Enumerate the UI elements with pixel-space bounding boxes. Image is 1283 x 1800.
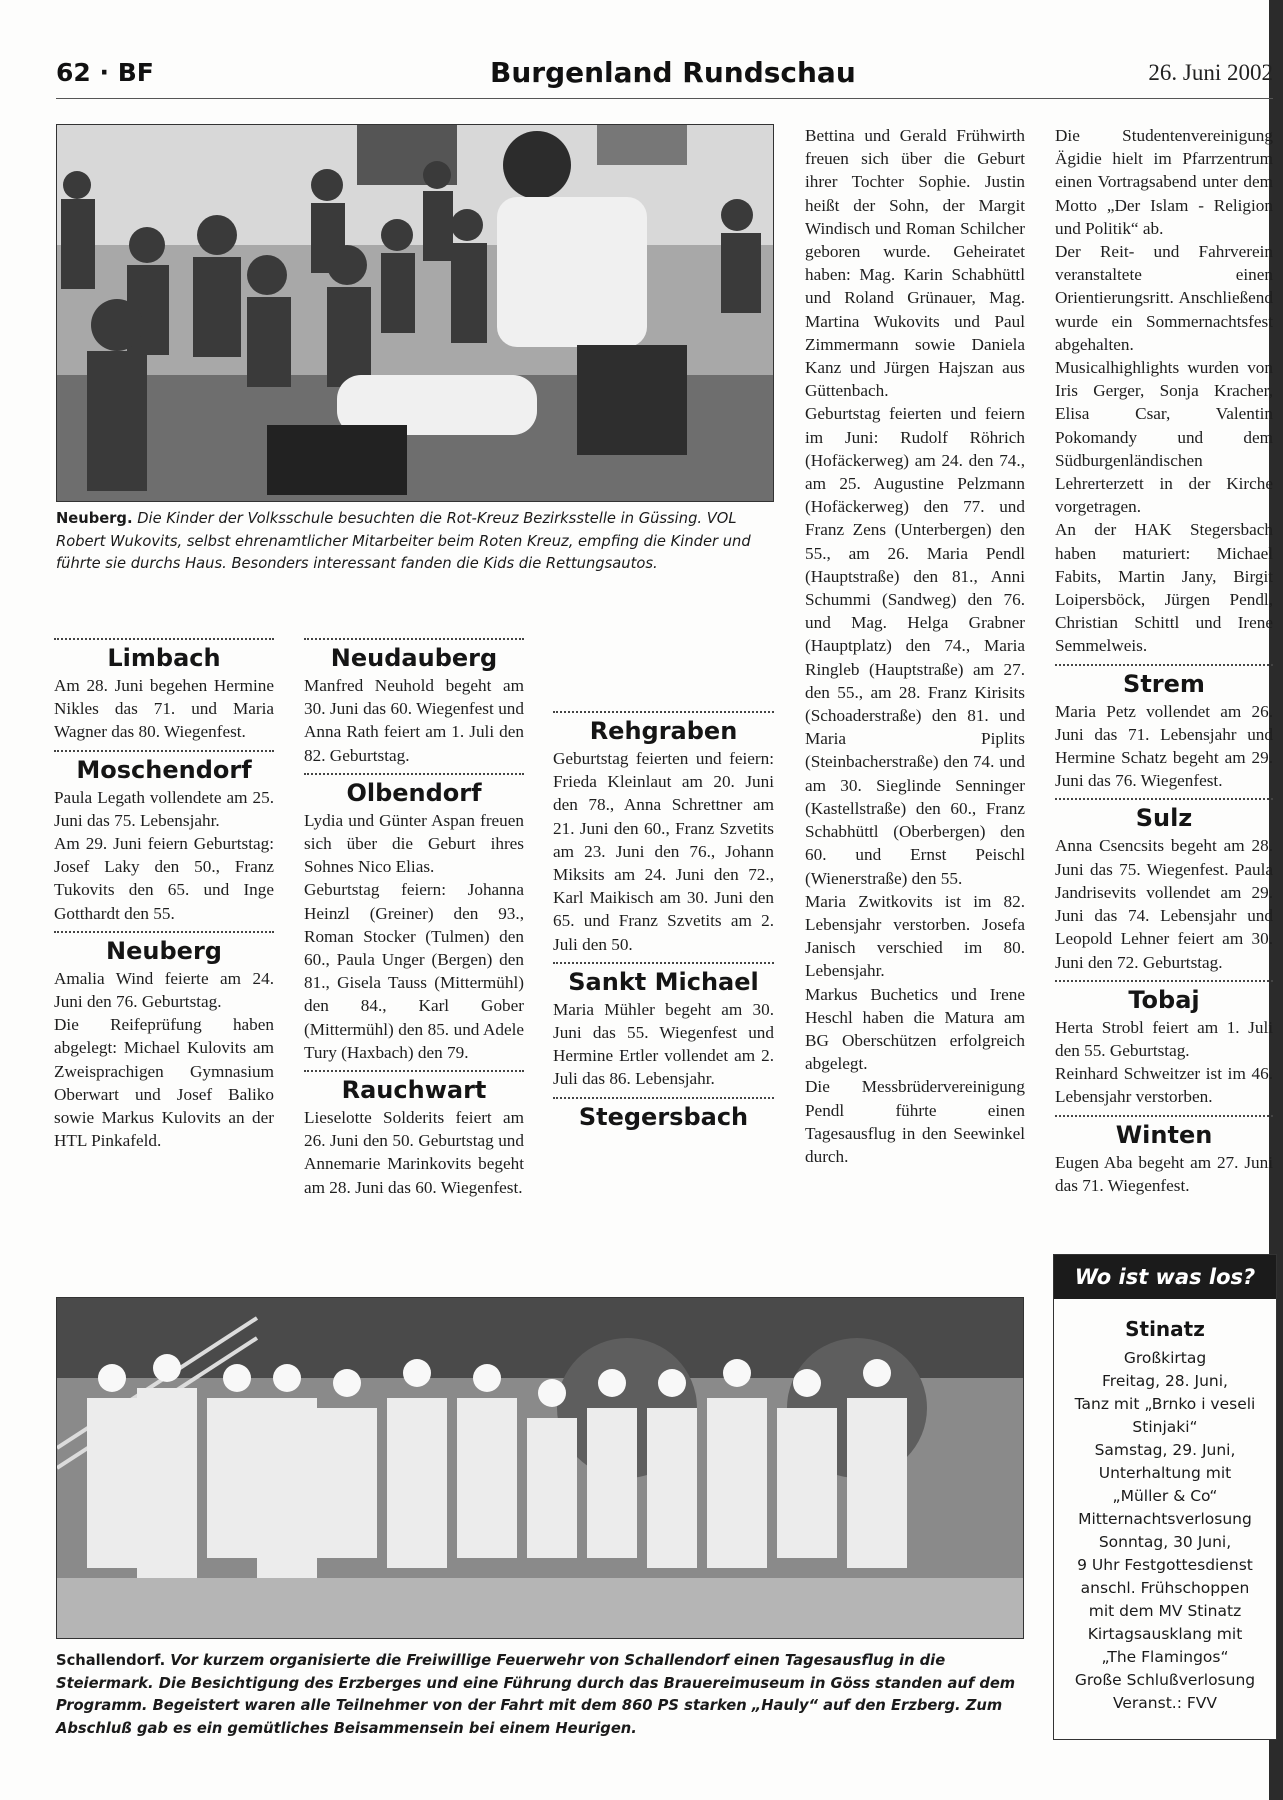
article-text: Manfred Neuhold begeht am 30. Juni das 60. Wiegenfest und Anna Rath feiert am 1. Juli den 82. Geburtstag. bbox=[304, 676, 524, 765]
divider bbox=[304, 1070, 524, 1072]
article-text: Lieselotte Solderits feiert am 26. Juni den 50. Geburtstag und Annemarie Marinkovits begeht am 28. Juni das 60. Wiegenfest. bbox=[304, 1108, 524, 1197]
article-text: Amalia Wind feierte am 24. Juni den 76. Geburtstag. bbox=[54, 968, 274, 1012]
column-1 bbox=[54, 632, 274, 1152]
article-text: Die Reifeprüfung haben abgelegt: Michael Kulovits am Zweisprachigen Gymnasium Oberwart und Josef Baliko sowie Markus Kulovits an der HTL Pinkafeld. bbox=[54, 1015, 274, 1151]
issue-date: 26. Juni 2002 bbox=[1148, 60, 1273, 85]
column-2 bbox=[304, 632, 524, 1199]
caption-text: Die Kinder der Volksschule besuchten die Rot-Kreuz Bezirksstelle in Güssing. VOL Robert Wukovits, selbst ehrenamtlicher Mitarbeiter beim Roten Kreuz, empfing die Kinder und führte sie durchs Haus. Besonders interessant fanden die Kids die Rettungsautos. bbox=[56, 510, 751, 572]
article-title-olbendorf: Olbendorf bbox=[346, 778, 482, 807]
article-text: Musicalhighlights wurden von Iris Gerger, Sonja Kracher, Elisa Csar, Valentin Pokomandy und dem Südburgenländischen Lehrerterzett in der Kirche vorgetragen. bbox=[1055, 358, 1273, 517]
article-title-tobaj: Tobaj bbox=[1128, 985, 1200, 1014]
article-title-sulz: Sulz bbox=[1135, 804, 1193, 833]
article-text: Eugen Aba begeht am 27. Juni das 71. Wiegenfest. bbox=[1055, 1152, 1273, 1195]
divider bbox=[54, 931, 274, 933]
article-text: Paula Legath vollendete am 25. Juni das 75. Lebensjahr. bbox=[54, 787, 274, 830]
divider bbox=[1055, 980, 1273, 982]
article-text: Maria Mühler begeht am 30. Juni das 55. Wiegenfest und Hermine Ertler vollendet am 2. Juli das 86. Lebensjahr. bbox=[553, 999, 774, 1089]
article-title-neuberg: Neuberg bbox=[106, 936, 222, 965]
page-number: 62 · BF bbox=[56, 58, 154, 87]
article-text: Am 28. Juni begehen Hermine Nikles das 71. und Maria Wagner das 80. Wiegenfest. bbox=[54, 676, 274, 742]
photo-red-cross-visit-image bbox=[57, 125, 773, 501]
caption-place: Neuberg. bbox=[56, 510, 133, 527]
article-title-stegersbach: Stegersbach bbox=[578, 1102, 749, 1131]
article-text: Geburtstag feierten und feiern im Juni: Rudolf Röhrich (Hofäckerweg) am 24. den 74., am 25. Augustine Pelzmann (Hofäckerweg) den 77. und Franz Zens (Unterbergen) den 55., am 26. Maria Pendl (Hauptstraße) den 81., Anni Schummi (Sandweg) den 76. und Mag. Helga Grabner (Hauptplatz) den 74., Maria Ringleb (Hauptstraße) am 27. den 55., am 28. Franz Kirisits (Schoaderstraße) den 81. und Maria Piplits (Steinbacherstraße) den 74. und am 30. Sieglinde Senninger (Kastellstraße) den 60., Franz Schabhüttl (Oberbergen) den 60. und Ernst Peischl (Wienerstraße) den 55. bbox=[805, 404, 1025, 888]
article-text: Die Messbrüdervereinigung Pendl führte einen Tagesausflug in den Seewinkel durch. bbox=[805, 1077, 1025, 1166]
article-text: Markus Buchetics und Irene Heschl haben die Matura am BG Oberschützen erfolgreich abgelegt. bbox=[805, 984, 1025, 1074]
events-box bbox=[1053, 1254, 1277, 1740]
article-text: Maria Zwitkovits ist im 82. Lebensjahr verstorben. Josefa Janisch verschied im 80. Lebensjahr. bbox=[805, 891, 1025, 981]
photo-fire-brigade-trip-image bbox=[57, 1298, 1023, 1638]
divider bbox=[553, 962, 774, 964]
article-text: Herta Strobl feiert am 1. Juli den 55. Geburtstag. bbox=[1055, 1017, 1273, 1060]
divider bbox=[304, 638, 524, 640]
photo-red-cross-visit bbox=[56, 124, 774, 502]
article-title-strem: Strem bbox=[1123, 669, 1205, 698]
column-5 bbox=[1055, 124, 1273, 1197]
article-title-rehgraben: Rehgraben bbox=[589, 717, 738, 745]
article-text: Maria Petz vollendet am 26. Juni das 71. Lebensjahr und Hermine Schatz begeht am 29. Juni das 76. Wiegenfest. bbox=[1055, 701, 1273, 791]
publication-title: Burgenland Rundschau bbox=[490, 56, 856, 89]
caption-text: Vor kurzem organisierte die Freiwillige Feuerwehr von Schallendorf einen Tagesausflug in die Steiermark. Die Besichtigung des Erzberges und eine Führung durch das Brauereimuseum in Göss standen auf dem Programm. Begeistert waren alle Teilnehmer von der Fahrt mit dem 860 PS starken „Hauly“ auf den Erzberg. Zum Abschluß gab es ein gemütliches Beisammensein bei einem Heurigen. bbox=[56, 1652, 1016, 1737]
events-details: Großkirtag Freitag, 28. Juni, Tanz mit „Brnko i veseli Stinjaki“ Samstag, 29. Juni, Unterhaltung mit „Müller & Co“ Mitternachtsverlosung Sonntag, 30 Juni, 9 Uhr Festgottesdienst anschl. Frühschoppen mit dem MV Stinatz Kirtagsausklang mit „The Flamingos“ Große Schlußverlosung Veranst.: FVV bbox=[1074, 1349, 1256, 1712]
events-place: Stinatz bbox=[1125, 1317, 1205, 1341]
divider bbox=[1055, 798, 1273, 800]
photo-fire-brigade-caption bbox=[56, 1650, 1026, 1740]
article-title-sankt-michael: Sankt Michael bbox=[568, 967, 759, 996]
article-title-winten: Winten bbox=[1115, 1120, 1213, 1149]
article-text: Geburtstag feierten und feiern: Frieda Kleinlaut am 20. Juni den 78., Anna Schrettner am 21. Juni den 60., Franz Szvetits am 23. Juni den 76., Johann Miksits am 24. Juni den 72., Karl Maikisch am 30. Juni den 65. und Franz Szvetits am 2. Juli den 50. bbox=[553, 749, 774, 954]
divider bbox=[54, 750, 274, 752]
article-text: Reinhard Schweitzer ist im 46. Lebensjahr verstorben. bbox=[1055, 1064, 1273, 1107]
article-text: Am 29. Juni feiern Geburtstag: Josef Laky den 50., Franz Tukovits den 65. und Inge Gotthardt den 55. bbox=[54, 834, 274, 923]
divider bbox=[553, 711, 774, 713]
article-text: Die Studentenvereinigung Ägidie hielt im Pfarrzentrum einen Vortragsabend unter dem Motto „Der Islam - Religion und Politik“ ab. bbox=[1055, 126, 1273, 238]
divider bbox=[304, 773, 524, 775]
article-text: An der HAK Stegersbach haben maturiert: Michael Fabits, Martin Jany, Birgit Loipersböck, Jürgen Pendl, Christian Schittl und Irene Semmelweis. bbox=[1055, 520, 1273, 656]
events-box-title: Wo ist was los? bbox=[1054, 1255, 1276, 1299]
caption-place: Schallendorf. bbox=[56, 1652, 166, 1669]
photo-fire-brigade-trip bbox=[56, 1297, 1024, 1639]
article-title-limbach: Limbach bbox=[107, 644, 221, 672]
article-title-neudauberg: Neudauberg bbox=[330, 644, 498, 672]
column-3 bbox=[553, 705, 774, 1133]
article-text: Geburtstag feiern: Johanna Heinzl (Greiner) den 93., Roman Stocker (Tulmen) den 60., Paula Unger (Bergen) den 81., Gisela Tauss (Mittermühl) den 84., Karl Gober (Mittermühl) den 85. und Adele Tury (Haxbach) den 79. bbox=[304, 880, 524, 1062]
photo-red-cross-caption bbox=[56, 508, 772, 576]
page-header bbox=[56, 54, 1273, 99]
article-text: Bettina und Gerald Frühwirth freuen sich über die Geburt ihrer Tochter Sophie. Justin heißt der Sohn, der Margit Windisch und Roman Schilcher geboren wurde. Geheiratet haben: Mag. Karin Schabhüttl und Roland Grünauer, Mag. Martina Wukovits und Paul Zimmermann sowie Daniela Kanz und Jürgen Hajszan aus Güttenbach. bbox=[805, 126, 1025, 401]
divider bbox=[1055, 1115, 1273, 1117]
article-title-moschendorf: Moschendorf bbox=[76, 755, 252, 784]
article-text: Anna Csencsits begeht am 28. Juni das 75. Wiegenfest. Paula Jandrisevits vollendet am 29. Juni das 74. Lebensjahr und Leopold Lehner feiert am 30. Juni den 72. Geburtstag. bbox=[1055, 836, 1273, 972]
article-text: Der Reit- und Fahrverein veranstaltete einen Orientierungsritt. Anschließend wurde ein Sommernachtsfest abgehalten. bbox=[1055, 242, 1273, 354]
article-text: Lydia und Günter Aspan freuen sich über die Geburt ihres Sohnes Nico Elias. bbox=[304, 810, 524, 877]
column-4 bbox=[805, 124, 1025, 1168]
divider bbox=[553, 1097, 774, 1099]
divider bbox=[54, 638, 274, 640]
divider bbox=[1055, 664, 1273, 666]
article-title-rauchwart: Rauchwart bbox=[341, 1076, 487, 1105]
